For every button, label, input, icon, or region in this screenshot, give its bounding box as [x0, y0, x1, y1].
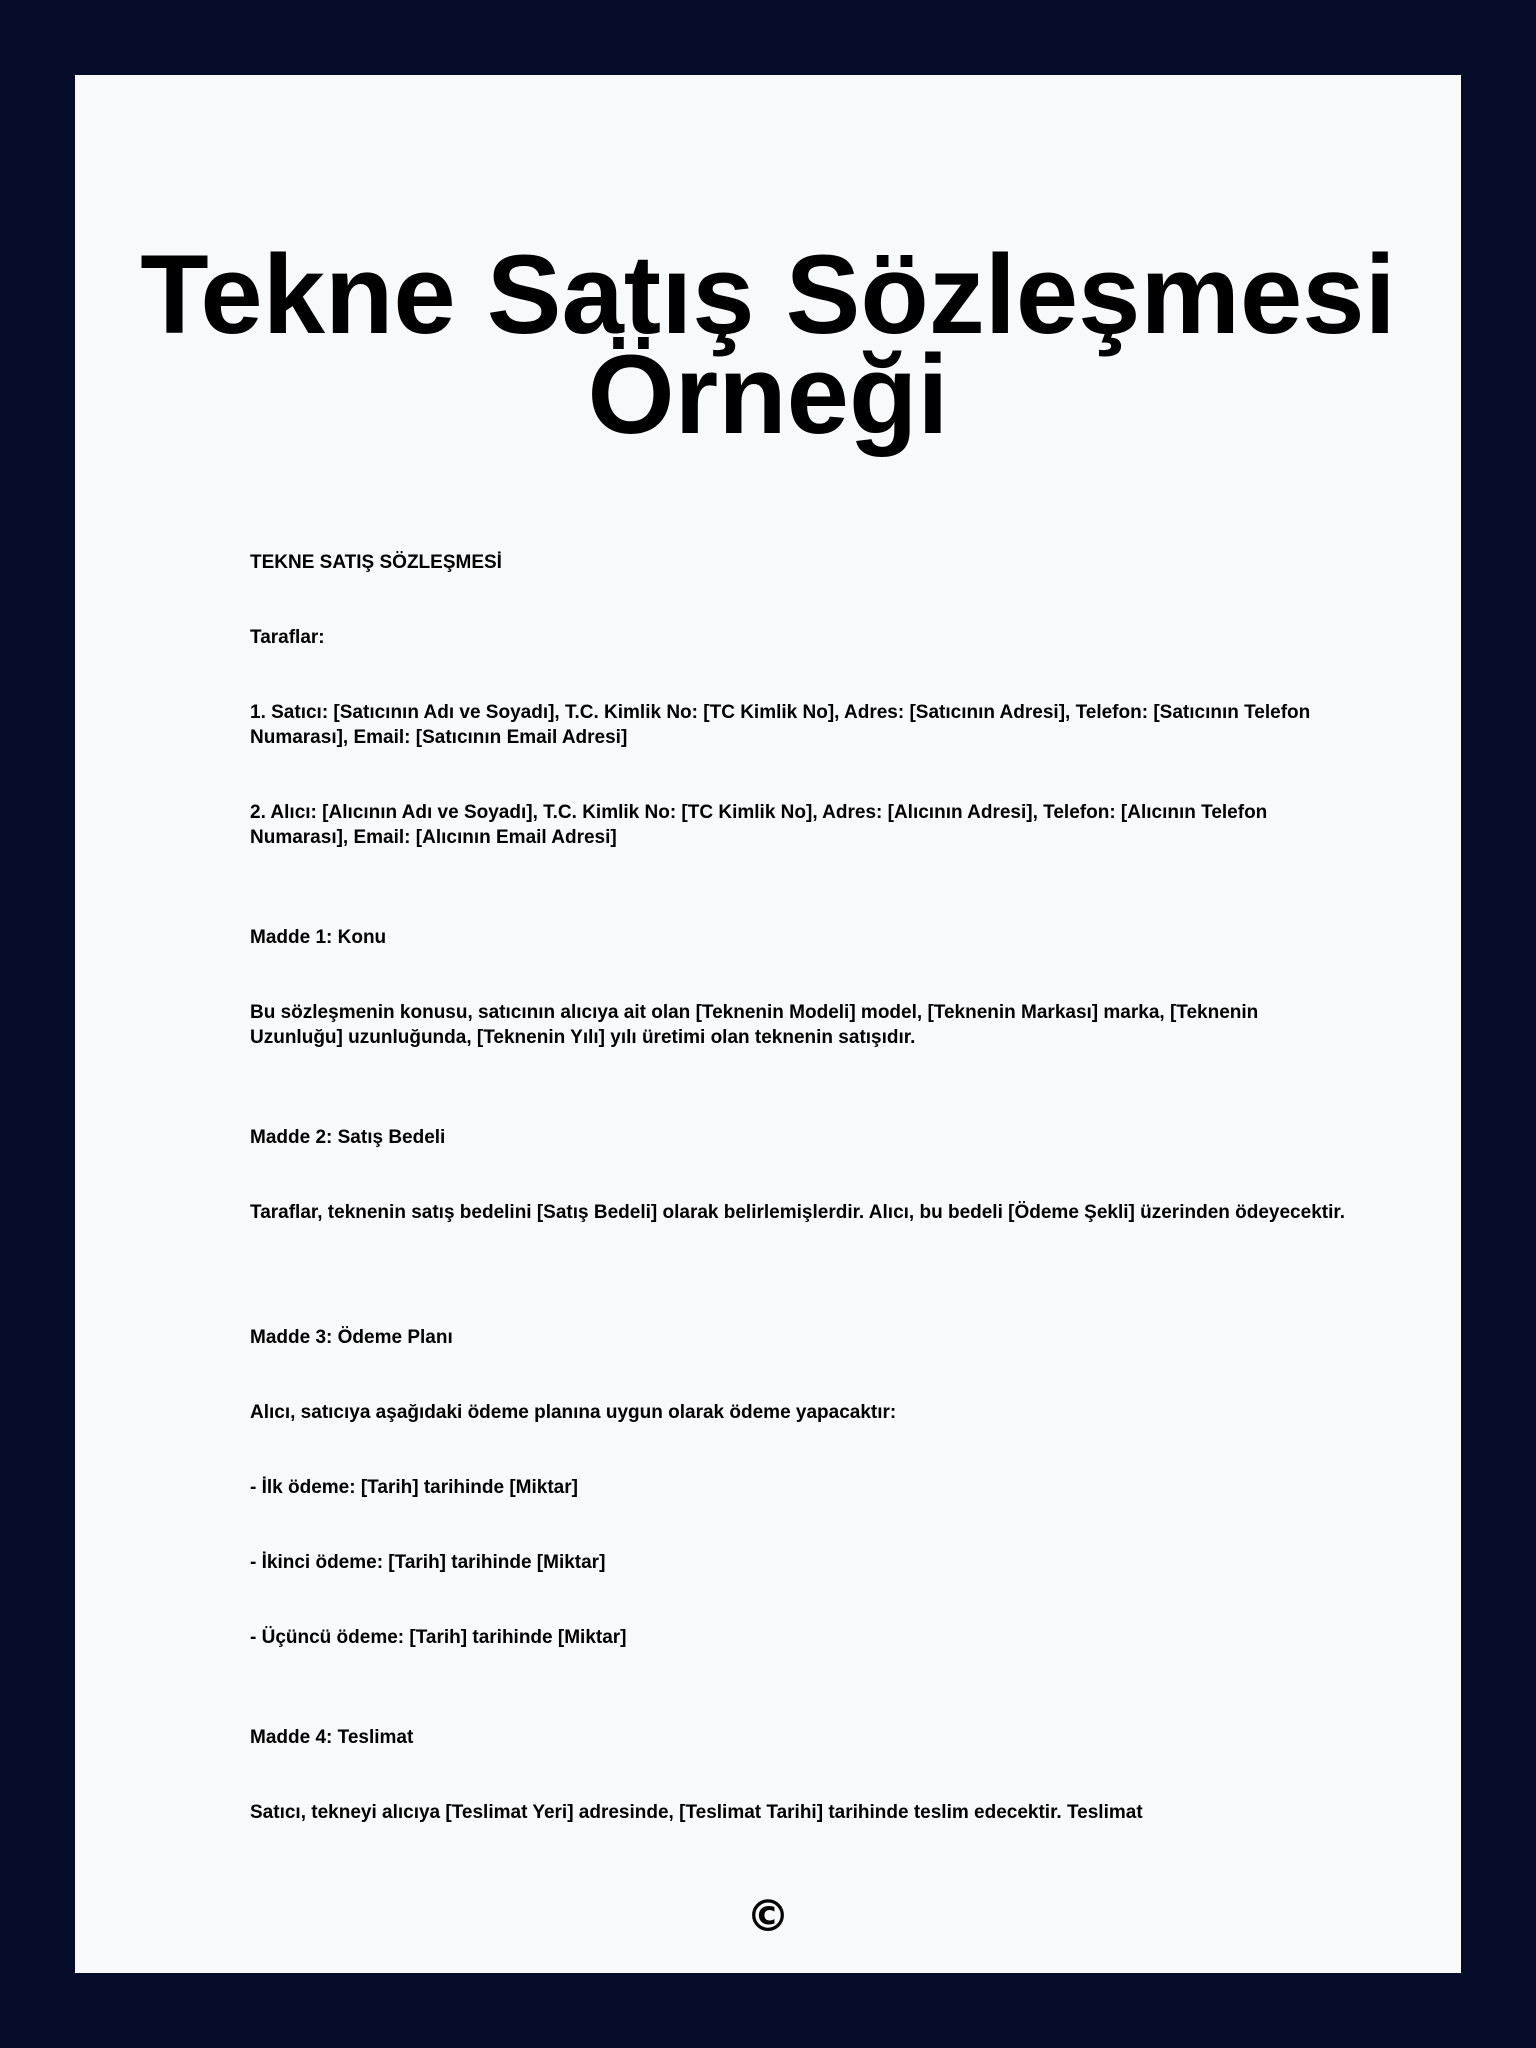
payment-item-1: - İlk ödeme: [Tarih] tarihinde [Miktar]: [250, 1477, 578, 1498]
article-3-title: Madde 3: Ödeme Planı: [250, 1327, 453, 1348]
article-4-text: Satıcı, tekneyi alıcıya [Teslimat Yeri] adresinde, [Teslimat Tarihi] tarihinde teslim edecektir. Teslimat: [250, 1802, 1143, 1823]
parties-label: Taraflar:: [250, 627, 325, 648]
party-buyer: 2. Alıcı: [Alıcının Adı ve Soyadı], T.C. Kimlik No: [TC Kimlik No], Adres: [Alıcının Adresi], Telefon: [Alıcının Telefon Numarası], Email: [Alıcının Email Adresi]: [250, 802, 1268, 848]
contract-heading: TEKNE SATIŞ SÖZLEŞMESİ: [250, 552, 502, 573]
article-2-title: Madde 2: Satış Bedeli: [250, 1127, 446, 1148]
payment-item-2: - İkinci ödeme: [Tarih] tarihinde [Miktar]: [250, 1552, 606, 1573]
copyright-icon: ©: [746, 1891, 790, 1942]
article-4-title: Madde 4: Teslimat: [250, 1727, 414, 1748]
article-1-text: Bu sözleşmenin konusu, satıcının alıcıya ait olan [Teknenin Modeli] model, [Teknenin Markası] marka, [Teknenin Uzunluğu] uzunluğunda, [Teknenin Yılı] yılı üretimi olan teknenin satışıdır.: [250, 1002, 1259, 1048]
party-seller: 1. Satıcı: [Satıcının Adı ve Soyadı], T.C. Kimlik No: [TC Kimlik No], Adres: [Satıcının Adresi], Telefon: [Satıcının Telefon Numarası], Email: [Satıcının Email Adresi]: [250, 702, 1311, 748]
payment-item-3: - Üçüncü ödeme: [Tarih] tarihinde [Miktar]: [250, 1627, 627, 1648]
article-3-text: Alıcı, satıcıya aşağıdaki ödeme planına uygun olarak ödeme yapacaktır:: [250, 1402, 897, 1423]
article-1-title: Madde 1: Konu: [250, 927, 387, 948]
article-2-text: Taraflar, teknenin satış bedelini [Satış Bedeli] olarak belirlemişlerdir. Alıcı, bu bedeli [Ödeme Şekli] üzerinden ödeyecektir.: [250, 1202, 1345, 1223]
page-title: Tekne Satış Sözleşmesi Örneği: [140, 232, 1396, 457]
document-page: [75, 75, 1461, 1973]
